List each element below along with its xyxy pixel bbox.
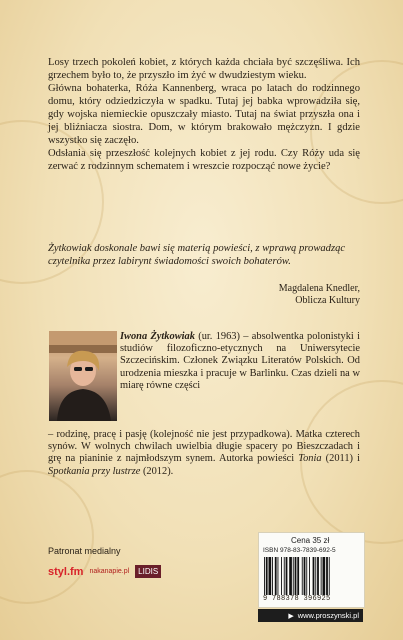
stylfm-logo: styl.fm [48, 565, 84, 578]
media-partner-logos [48, 565, 161, 578]
review-quote: Żytkowiak doskonale bawi się materią powieści, z wprawą prowadząc czytelnika przez labirynt świadomości swoich bohaterów. [48, 243, 346, 267]
price-barcode-box [258, 532, 365, 608]
barcode [263, 557, 360, 595]
author-bio-text: (2011) i [321, 453, 361, 465]
author-bio-text: (2012). [140, 465, 174, 477]
book-title: Spotkania przy lustrze [48, 465, 141, 477]
lidis-logo: LIDIS [135, 565, 161, 578]
blurb-paragraph: Główna bohaterka, Róża Kannenberg, wraca po latach do rodzinnego domu, który odziedziczyła w spadku. Tutaj jej babka wprowadziła się, gdy wojska niemieckie opuszczały miasto. Tutaj na świat przyszła ona i jej bliźniacza siostra. Dom, w którym brakowało mężczyzn. I gdzie wszystko się zaczęło. [48, 83, 360, 146]
barcode-digits: 9 788378 396925 [263, 595, 331, 603]
book-blurb [48, 56, 360, 173]
isbn-label: ISBN 978-83-7839-692-5 [263, 547, 336, 554]
media-patronage-label: Patronat medialny [48, 546, 121, 556]
price-label: Cena 35 zł [291, 536, 330, 545]
blurb-paragraph: Losy trzech pokoleń kobiet, z których każda chciała być szczęśliwa. Ich grzechem było to, że przyszło im żyć w dwudziestym wieku. [48, 57, 360, 81]
author-bio [120, 331, 360, 392]
quote-author: Magdalena Knedler, [278, 283, 360, 294]
author-name: Iwona Żytkowiak [120, 331, 195, 342]
nakanapie-logo: nakanapie.pl [89, 568, 130, 575]
quote-source: Oblicza Kultury [295, 295, 360, 306]
quote-attribution [200, 283, 360, 307]
author-photo [49, 331, 117, 421]
publisher-strip [258, 609, 363, 622]
blurb-paragraph: Odsłania się przeszłość kolejnych kobiet z jej rodu. Czy Róży uda się zerwać z rodzinnym schematem i wreszcie rozpocząć nowe życie? [48, 148, 360, 172]
book-title: Tonia [298, 453, 322, 465]
author-bio-text: (ur. 1963) – absolwentka polonistyki i studiów filozoficzno-etycznych na Uniwersytecie Szczecińskim. Członek Związku Literatów Polskich. Od urodzenia mieszka i pracuje w Barlinku. Czas dzieli na w miarę równe części [120, 331, 361, 391]
author-bio-continued [48, 429, 360, 478]
author-bio-text: – rodzinę, pracę i pasję (kolejność nie jest przypadkowa). Matka czterech synów. W wolnych chwilach uwielbia długie spacery po Bieszczadach i grę na pianinie z najmłodszym synem. Autorka powieści [48, 429, 360, 465]
arrow-icon: ▶ [288, 612, 294, 620]
ornament [0, 470, 94, 604]
publisher-url: www.proszynski.pl [297, 611, 359, 620]
